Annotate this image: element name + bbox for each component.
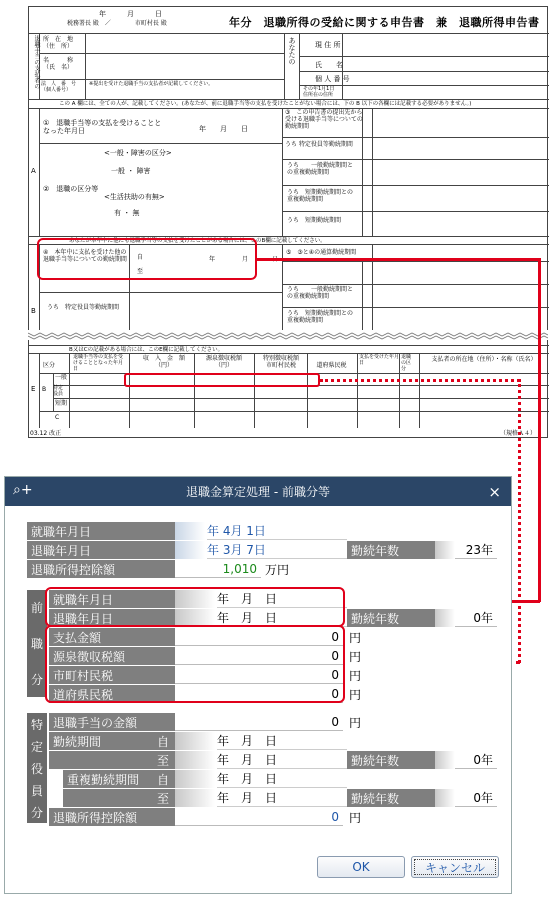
a2-kubun: <一般・障害の区分> (104, 149, 172, 157)
toku-kojo-value: 0 (175, 808, 343, 826)
kojo-unit: 万円 (265, 562, 290, 577)
zen-taishoku-value[interactable]: 年 月 日 (217, 609, 347, 627)
zen-taishoku-label: 退職年月日 (49, 609, 175, 627)
a2-kubun-value: 一般 ・ 障害 (111, 167, 151, 175)
b4-ji: 自 (137, 254, 144, 261)
payer-number-label: 法 人 番 号 （個人番号） (41, 81, 77, 93)
zen-shichoson-label: 市町村民税 (49, 666, 175, 684)
toku-side-3: 員 (30, 783, 43, 798)
zen-shiharai-yen: 円 (349, 630, 362, 645)
paper-tear (28, 330, 548, 340)
zen-shichoson-yen: 円 (349, 668, 362, 683)
b-tanki: うち 短期勤続期間との重複勤続期間 (287, 310, 354, 324)
e-col2-header: 収 入 金 額 （円） (142, 355, 185, 369)
toku-kinzoku-value1: 0年 (455, 751, 497, 769)
form-highlight-e-amounts (124, 373, 320, 387)
payer-name-label: 名 称 （氏 名） (43, 57, 74, 71)
kinzoku-label: 勤続年数 (347, 541, 435, 559)
a3-ippan: うち 一般勤続期間との重複勤続期間 (287, 162, 354, 176)
toku-kojo-label: 退職所得控除額 (49, 808, 175, 826)
kinzoku-gap (435, 541, 455, 559)
e-col6-header: 支払を受けた年月日 (359, 354, 400, 366)
a2-label: ② 退職の区分等 (43, 185, 99, 193)
zen-dofuken-input[interactable]: 0 (175, 685, 343, 703)
a3-tokutei: うち 特定役員等勤続期間 (285, 141, 353, 148)
toku-kinzoku-value2: 0年 (455, 789, 497, 807)
toku-date2[interactable]: 年 月 日 (217, 751, 347, 769)
toku-side-4: 分 (30, 805, 43, 820)
b-tokutei: うち 特定役員等勤続期間 (47, 304, 120, 311)
shushoku-value[interactable]: 年 4月 1日 (207, 522, 347, 540)
toku-kikan-label (49, 732, 175, 750)
section-b-letter: B (31, 307, 36, 315)
zen-side-1: 職 (30, 636, 43, 651)
you-number-label: 個 人 番 号 (315, 75, 350, 83)
toku-date2-era (175, 751, 215, 769)
kojo-value: 1,010 (175, 560, 261, 578)
toku-kikan-ji: 自 (156, 734, 169, 749)
b-ippan: うち 一般勤続期間との重複勤続期間 (287, 286, 354, 300)
payer-note: ※提出を受けた退職手当の支払者が記載してください。 (89, 81, 214, 87)
zen-side-0: 前 (30, 601, 43, 616)
form-footer-right: （規格Ａ４） (500, 430, 537, 437)
e-col7-header: 退職の区分 (401, 354, 412, 372)
zen-kinzoku-value: 0年 (455, 609, 497, 627)
toku-side-2: 役 (30, 761, 43, 776)
zen-gensen-label: 源泉徴収税額 (49, 647, 175, 665)
dialog-highlight-dates (45, 587, 345, 627)
payer-address-label: 所 在 地 （住 所） (43, 36, 74, 50)
e-col4-header: 特別徴収税額 市町村民税 (262, 355, 299, 369)
connector-e-h (320, 379, 520, 382)
zen-shushoku-value[interactable]: 年 月 日 (217, 590, 347, 608)
toku-date3[interactable]: 年 月 日 (217, 770, 347, 788)
a1-label: ① 退職手当等の支払を受けることとなった年月日 (43, 119, 162, 136)
form-footer-left: 03.12 改正 (30, 430, 62, 437)
taishoku-label: 退職年月日 (27, 541, 175, 559)
toku-kikan-text: 勤続期間 (53, 734, 102, 749)
a3-label: ③ この申告書の提出先から受ける退職手当等についての勤続期間 (285, 109, 363, 130)
you-jan1-label: その年1月1日 住所在の住所 (303, 86, 335, 98)
search-plus-icon[interactable]: ⌕+ (13, 482, 33, 498)
kinzoku-value: 23年 (455, 541, 497, 559)
connector-b4-v (538, 258, 541, 602)
zen-shiharai-label: 支払金額 (49, 628, 175, 646)
a3-tanki: うち 短期勤続期間との重複勤続期間 (287, 189, 354, 203)
dialog-highlight-amounts (45, 625, 345, 703)
toku-choufuku-text: 重複勤続期間 (67, 772, 140, 787)
toku-choufuku-itaru: 至 (63, 789, 175, 807)
you-name-label: 氏 名 (315, 61, 343, 69)
a2-seikatsu-value: 有 ・ 無 (114, 209, 140, 217)
zen-gensen-input[interactable]: 0 (175, 647, 343, 665)
connector-e-v (518, 379, 521, 663)
b4-label: ④ 本年中に支払を受けた他の退職手当等についての勤続期間 (43, 249, 127, 263)
section-a-letter: A (31, 167, 36, 175)
b4-itaru: 至 (137, 268, 144, 275)
you-address-label: 現 住 所 (315, 41, 341, 49)
zen-shushoku-label: 就職年月日 (49, 590, 175, 608)
toku-teate-yen: 円 (349, 715, 362, 730)
zen-dofuken-label: 道府県民税 (49, 685, 175, 703)
form-date-line: 年 月 日 (99, 10, 162, 18)
you-side-label: あなたの (288, 37, 296, 65)
ok-button[interactable]: OK (317, 856, 405, 878)
b5-label: ⑤ ③と④の通算勤続期間 (286, 249, 357, 256)
zen-gensen-yen: 円 (349, 649, 362, 664)
e-col1-header: 退職手当等の支払を受けることとなった年月日 (73, 354, 124, 372)
shushoku-era (175, 522, 205, 540)
a1-date: 年 月 日 (199, 125, 248, 133)
toku-date4-era (175, 789, 215, 807)
b4-nen: 年 (209, 256, 216, 263)
shushoku-label: 就職年月日 (27, 522, 175, 540)
toku-side-label (27, 713, 47, 823)
toku-kikan-itaru: 至 (49, 751, 175, 769)
taishoku-value[interactable]: 年 3月 7日 (207, 541, 347, 559)
section-a-note: この A 欄には、全ての人が、記載してください。(あなたが、前に退職手当等の支払を受けたことがない場合には、下の B 以下の各欄には記載する必要がありません。) (59, 101, 472, 107)
taishoku-era (175, 541, 205, 559)
e-col8-header: 支払者の所在地（住所）・名称（氏名） (431, 356, 537, 363)
e-row-tokutei: 特定役員 (53, 385, 64, 397)
toku-kinzoku-label1: 勤続年数 (347, 751, 435, 769)
form-highlight-b4 (37, 238, 257, 280)
zen-kinzoku-label: 勤続年数 (347, 609, 435, 627)
toku-kinzoku-label2: 勤続年数 (347, 789, 435, 807)
e-kubun-header: 区分 (43, 362, 56, 369)
e-row-tanki: 短期 (55, 400, 68, 407)
e-col5-header: 道府県民税 (316, 362, 347, 369)
b4-tsuki: 月 (242, 256, 249, 263)
toku-date1-era (175, 732, 215, 750)
zen-shichoson-input[interactable]: 0 (175, 666, 343, 684)
zen-side-label (27, 590, 47, 697)
section-e-letter: E (31, 385, 36, 393)
section-e-note: B又はCの記載がある場合には、このE欄に記載してください。 (69, 347, 224, 353)
toku-kojo-yen: 円 (349, 810, 362, 825)
toku-choufuku-ji: 自 (156, 772, 169, 787)
cancel-button[interactable]: キャンセル (411, 856, 499, 878)
connector-b4-h (257, 258, 540, 261)
close-icon[interactable]: × (488, 483, 501, 501)
e-col3-header: 源泉徴収税額 （円） (205, 355, 242, 369)
section-b-note: あなたが本年中に他にも退職手当等の支払を受けたことがある場合には、このB欄に記載してください。 (69, 238, 326, 244)
form-office-line: 税務署長 殿 ／ 市町村長 殿 (67, 20, 167, 27)
e-row-ippan: 一般 (55, 374, 68, 381)
toku-kinzoku-gap1 (435, 751, 455, 769)
dialog-title: 退職金算定処理 - 前職分等 (186, 485, 330, 499)
zen-shiharai-input[interactable]: 0 (175, 628, 343, 646)
toku-date3-era (175, 770, 215, 788)
toku-date4[interactable]: 年 月 日 (217, 789, 347, 807)
payer-side-label: 退職手当の支払者の (33, 35, 40, 89)
toku-choufuku-label (63, 770, 175, 788)
toku-side-1: 定 (30, 739, 43, 754)
toku-date1[interactable]: 年 月 日 (217, 732, 347, 750)
zen-dofuken-yen: 円 (349, 687, 362, 702)
toku-teate-input[interactable]: 0 (175, 713, 343, 731)
a3-tanki2: うち 短期勤続期間 (287, 217, 342, 224)
form-title: 年分 退職所得の受給に関する申告書 兼 退職所得申告書 (229, 16, 540, 29)
zen-side-2: 分 (30, 672, 43, 687)
toku-kinzoku-gap2 (435, 789, 455, 807)
dialog-titlebar (5, 477, 511, 506)
kojo-label: 退職所得控除額 (27, 560, 175, 578)
toku-side-0: 特 (30, 717, 43, 732)
a2-seikatsu: <生活扶助の有無> (104, 193, 165, 201)
e-row-b: B (42, 386, 47, 393)
toku-teate-label: 退職手当の金額 (49, 713, 175, 731)
e-row-c: C (55, 414, 60, 421)
zen-kinzoku-gap (435, 609, 455, 627)
